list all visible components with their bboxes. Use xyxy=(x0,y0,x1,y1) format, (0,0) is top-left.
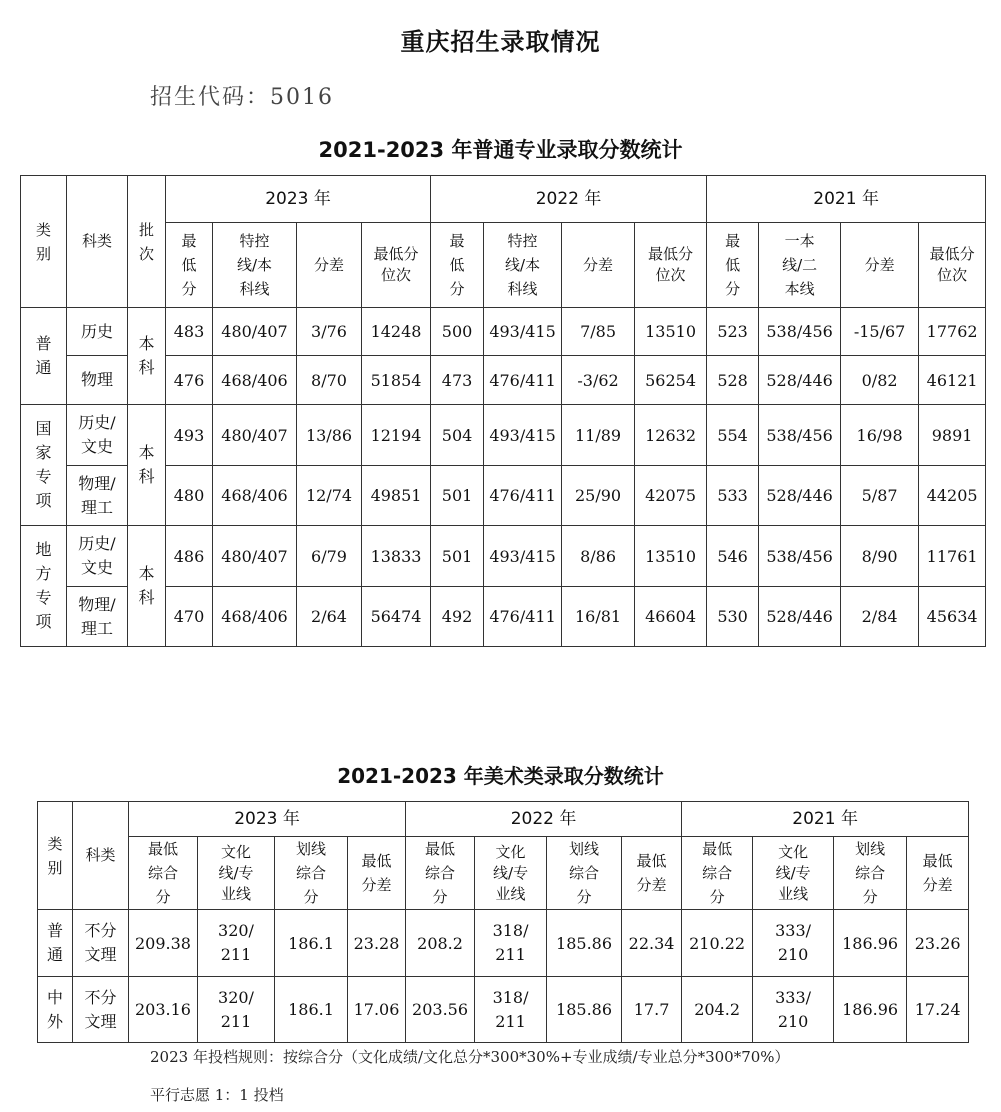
subject-cell-text: 不分文理 xyxy=(84,987,117,1031)
value-cell: 16/81 xyxy=(562,587,635,647)
value-cell: 185.86 xyxy=(547,910,622,977)
value-cell: 8/90 xyxy=(841,526,919,587)
value-cell: 13510 xyxy=(635,526,707,587)
value-cell: 203.56 xyxy=(406,977,475,1043)
value-cell: 208.2 xyxy=(406,910,475,977)
header-column xyxy=(166,223,213,308)
header-column-text: 最低分位次 xyxy=(648,245,694,284)
value-cell: 45634 xyxy=(919,587,986,647)
value-cell-text: 320/211 xyxy=(218,921,254,964)
value-cell: 186.96 xyxy=(834,910,907,977)
batch-cell xyxy=(128,405,166,526)
value-cell: 46121 xyxy=(919,356,986,405)
category-cell xyxy=(38,977,73,1043)
value-cell: 14248 xyxy=(362,308,431,356)
header-column xyxy=(406,837,475,910)
value-cell: 528/446 xyxy=(759,466,841,526)
art-admission-table xyxy=(37,801,969,1043)
value-cell xyxy=(198,910,275,977)
value-cell: 538/456 xyxy=(759,526,841,587)
value-cell: 538/456 xyxy=(759,405,841,466)
subject-cell xyxy=(67,587,128,647)
value-cell: 56474 xyxy=(362,587,431,647)
value-cell: 12194 xyxy=(362,405,431,466)
value-cell: 493/415 xyxy=(484,526,562,587)
value-cell: 186.1 xyxy=(275,910,348,977)
value-cell: 209.38 xyxy=(129,910,198,977)
header-column xyxy=(919,223,986,308)
subject-cell xyxy=(73,977,129,1043)
header-column xyxy=(682,837,753,910)
value-cell xyxy=(753,910,834,977)
category-cell-text: 中外 xyxy=(46,987,63,1031)
header-column-text: 文化线/专业线 xyxy=(218,842,254,903)
value-cell: -15/67 xyxy=(841,308,919,356)
value-cell: 23.28 xyxy=(348,910,406,977)
value-cell-text: 333/210 xyxy=(775,987,812,1031)
enrollment-code: 招生代码：5016 xyxy=(150,85,334,110)
value-cell: 186.1 xyxy=(275,977,348,1043)
value-cell: 22.34 xyxy=(622,910,682,977)
value-cell: 17762 xyxy=(919,308,986,356)
category-cell-text: 国家专项 xyxy=(35,419,52,510)
general-admission-table xyxy=(20,175,986,647)
header-column-text: 文化线/专业线 xyxy=(775,842,811,903)
value-cell: 8/86 xyxy=(562,526,635,587)
header-column-text: 最低综合分 xyxy=(425,840,456,906)
header-column xyxy=(635,223,707,308)
value-cell: 13833 xyxy=(362,526,431,587)
subject-cell-text: 物理 xyxy=(80,370,113,389)
header-column-text: 文化线/专业线 xyxy=(493,842,529,903)
value-cell: 501 xyxy=(431,466,484,526)
table-row xyxy=(21,466,986,526)
header-column-text: 最低分 xyxy=(725,232,741,298)
table1-title: 2021-2023 年普通专业录取分数统计 xyxy=(318,138,683,162)
value-cell: 3/76 xyxy=(297,308,362,356)
header-column-text: 最低分差 xyxy=(922,852,953,894)
value-cell: 473 xyxy=(431,356,484,405)
value-cell: 5/87 xyxy=(841,466,919,526)
value-cell: 56254 xyxy=(635,356,707,405)
value-cell: 203.16 xyxy=(129,977,198,1043)
subject-cell-text: 历史/文史 xyxy=(78,413,116,456)
table2-title: 2021-2023 年美术类录取分数统计 xyxy=(337,764,664,788)
header-category xyxy=(38,802,73,910)
value-cell: 2/64 xyxy=(297,587,362,647)
header-column-text: 划线综合分 xyxy=(855,840,886,906)
batch-cell-text: 本科 xyxy=(138,564,155,607)
value-cell xyxy=(198,977,275,1043)
value-cell: 476 xyxy=(166,356,213,405)
header-column xyxy=(275,837,348,910)
value-cell: 13/86 xyxy=(297,405,362,466)
header-column-text: 最低分 xyxy=(181,232,197,298)
header-category-text: 类别 xyxy=(47,834,63,877)
value-cell: 16/98 xyxy=(841,405,919,466)
header-batch-text: 批次 xyxy=(138,220,154,263)
table-row xyxy=(21,405,986,466)
value-cell: 554 xyxy=(707,405,759,466)
header-column: 分差 xyxy=(562,223,635,308)
value-cell: 11/89 xyxy=(562,405,635,466)
value-cell: 17.06 xyxy=(348,977,406,1043)
batch-cell xyxy=(128,308,166,405)
header-column xyxy=(129,837,198,910)
header-column-text: 最低分位次 xyxy=(929,245,975,284)
header-year: 2021 年 xyxy=(682,802,969,837)
header-column: 分差 xyxy=(841,223,919,308)
category-cell-text: 地方专项 xyxy=(35,540,52,631)
header-column-text: 特控线/本科线 xyxy=(505,232,541,298)
header-column-text: 划线综合分 xyxy=(295,840,326,906)
category-cell-text: 普通 xyxy=(35,334,52,377)
value-cell: 2/84 xyxy=(841,587,919,647)
value-cell: 538/456 xyxy=(759,308,841,356)
value-cell: 11761 xyxy=(919,526,986,587)
category-cell xyxy=(21,526,67,647)
value-cell: 204.2 xyxy=(682,977,753,1043)
header-year: 2022 年 xyxy=(406,802,682,837)
value-cell-text: 320/211 xyxy=(218,987,254,1031)
subject-cell xyxy=(67,356,128,405)
batch-cell-text: 本科 xyxy=(138,443,155,486)
header-subject: 科类 xyxy=(73,802,129,910)
subject-cell-text: 不分文理 xyxy=(84,921,117,964)
subject-cell xyxy=(73,910,129,977)
value-cell: 480 xyxy=(166,466,213,526)
header-year: 2023 年 xyxy=(129,802,406,837)
table-row xyxy=(21,356,986,405)
batch-cell xyxy=(128,526,166,647)
value-cell: 9891 xyxy=(919,405,986,466)
value-cell: 8/70 xyxy=(297,356,362,405)
header-column xyxy=(707,223,759,308)
subject-cell-text: 历史 xyxy=(80,321,113,341)
value-cell: 480/407 xyxy=(213,405,297,466)
value-cell: 493 xyxy=(166,405,213,466)
table-row xyxy=(38,977,969,1043)
header-category xyxy=(21,176,67,308)
header-subject: 科类 xyxy=(67,176,128,308)
value-cell: 185.86 xyxy=(547,977,622,1043)
value-cell: 12/74 xyxy=(297,466,362,526)
category-cell xyxy=(21,405,67,526)
value-cell: 483 xyxy=(166,308,213,356)
header-column-text: 最低分差 xyxy=(361,852,392,894)
value-cell: 23.26 xyxy=(907,910,969,977)
subject-cell-text: 历史/文史 xyxy=(78,534,116,577)
value-cell: 17.24 xyxy=(907,977,969,1043)
value-cell: 42075 xyxy=(635,466,707,526)
value-cell: 500 xyxy=(431,308,484,356)
header-column: 分差 xyxy=(297,223,362,308)
header-column-text: 最低分差 xyxy=(636,852,667,894)
header-column xyxy=(547,837,622,910)
value-cell xyxy=(475,977,547,1043)
value-cell: 51854 xyxy=(362,356,431,405)
subject-cell xyxy=(67,466,128,526)
page-title: 重庆招生录取情况 xyxy=(400,27,601,56)
value-cell: 7/85 xyxy=(562,308,635,356)
category-cell-text: 普通 xyxy=(46,921,63,964)
value-cell: 493/415 xyxy=(484,405,562,466)
header-column xyxy=(213,223,297,308)
header-year: 2022 年 xyxy=(431,176,707,223)
header-column xyxy=(431,223,484,308)
value-cell: 17.7 xyxy=(622,977,682,1043)
value-cell: 476/411 xyxy=(484,587,562,647)
header-column xyxy=(622,837,682,910)
value-cell xyxy=(753,977,834,1043)
batch-cell-text: 本科 xyxy=(138,334,155,377)
value-cell-text: 333/210 xyxy=(775,921,812,964)
category-cell xyxy=(38,910,73,977)
value-cell: 476/411 xyxy=(484,356,562,405)
category-cell xyxy=(21,308,67,405)
header-category-text: 类别 xyxy=(35,220,51,263)
value-cell xyxy=(475,910,547,977)
value-cell: 0/82 xyxy=(841,356,919,405)
value-cell: 533 xyxy=(707,466,759,526)
table-row xyxy=(38,910,969,977)
header-column xyxy=(198,837,275,910)
value-cell: 12632 xyxy=(635,405,707,466)
value-cell: -3/62 xyxy=(562,356,635,405)
value-cell: 493/415 xyxy=(484,308,562,356)
header-year: 2021 年 xyxy=(707,176,986,223)
note-rule: 2023 年投档规则：按综合分（文化成绩/文化总分*300*30%+专业成绩/专业总分*300*70%） xyxy=(150,1048,790,1066)
value-cell: 504 xyxy=(431,405,484,466)
value-cell: 6/79 xyxy=(297,526,362,587)
header-column xyxy=(362,223,431,308)
header-column xyxy=(834,837,907,910)
value-cell: 528/446 xyxy=(759,587,841,647)
value-cell: 25/90 xyxy=(562,466,635,526)
header-column-text: 最低综合分 xyxy=(147,840,178,906)
table-row xyxy=(21,526,986,587)
subject-cell-text: 物理/理工 xyxy=(78,594,116,638)
header-column xyxy=(753,837,834,910)
header-column-text: 特控线/本科线 xyxy=(236,232,273,298)
subject-cell xyxy=(67,526,128,587)
value-cell: 530 xyxy=(707,587,759,647)
header-column xyxy=(484,223,562,308)
header-batch xyxy=(128,176,166,308)
value-cell: 528/446 xyxy=(759,356,841,405)
value-cell: 528 xyxy=(707,356,759,405)
subject-cell xyxy=(67,405,128,466)
value-cell: 470 xyxy=(166,587,213,647)
value-cell: 46604 xyxy=(635,587,707,647)
header-column xyxy=(475,837,547,910)
value-cell: 501 xyxy=(431,526,484,587)
value-cell: 546 xyxy=(707,526,759,587)
subject-cell xyxy=(67,308,128,356)
value-cell: 480/407 xyxy=(213,308,297,356)
note-parallel: 平行志愿 1：1 投档 xyxy=(150,1086,284,1104)
header-column-text: 一本线/二本线 xyxy=(782,232,818,298)
value-cell-text: 318/211 xyxy=(492,921,529,964)
table-row xyxy=(21,587,986,647)
value-cell: 480/407 xyxy=(213,526,297,587)
value-cell: 492 xyxy=(431,587,484,647)
table-row xyxy=(21,308,986,356)
value-cell: 210.22 xyxy=(682,910,753,977)
value-cell: 468/406 xyxy=(213,587,297,647)
header-column-text: 最低分位次 xyxy=(373,245,419,284)
value-cell: 476/411 xyxy=(484,466,562,526)
value-cell: 486 xyxy=(166,526,213,587)
value-cell: 468/406 xyxy=(213,356,297,405)
header-column xyxy=(348,837,406,910)
header-year: 2023 年 xyxy=(166,176,431,223)
value-cell: 186.96 xyxy=(834,977,907,1043)
value-cell-text: 318/211 xyxy=(492,987,529,1031)
header-column-text: 划线综合分 xyxy=(569,840,600,906)
value-cell: 49851 xyxy=(362,466,431,526)
header-column xyxy=(907,837,969,910)
header-row xyxy=(21,176,986,223)
value-cell: 44205 xyxy=(919,466,986,526)
value-cell: 13510 xyxy=(635,308,707,356)
header-column-text: 最低分 xyxy=(449,232,465,298)
header-column-text: 最低综合分 xyxy=(702,840,733,906)
header-column xyxy=(759,223,841,308)
value-cell: 468/406 xyxy=(213,466,297,526)
value-cell: 523 xyxy=(707,308,759,356)
subject-cell-text: 物理/理工 xyxy=(78,473,116,517)
